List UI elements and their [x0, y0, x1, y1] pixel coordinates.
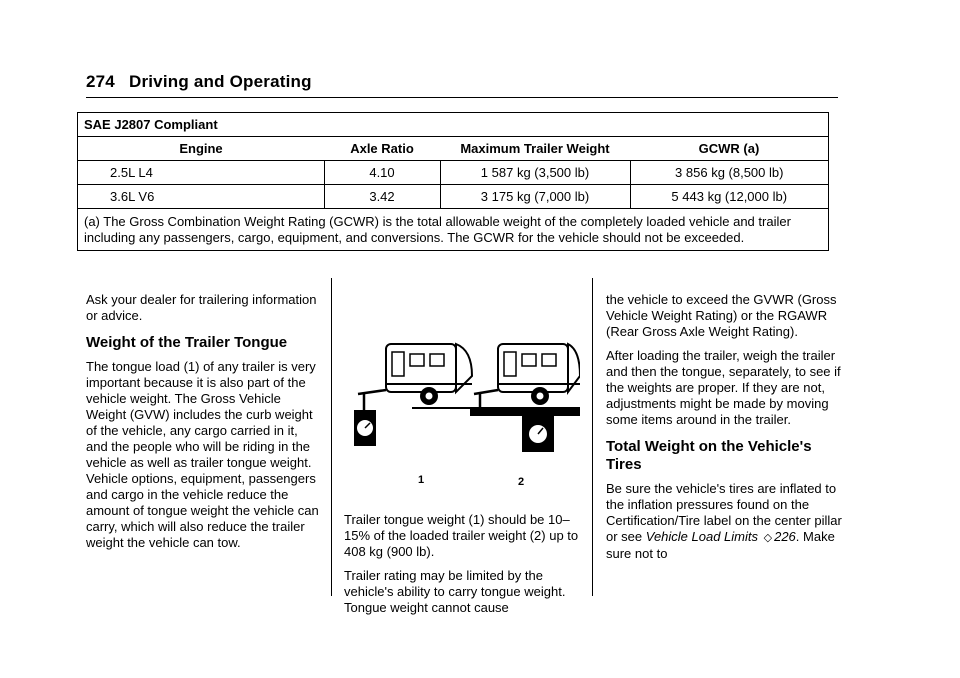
section-heading: Weight of the Trailer Tongue — [86, 334, 288, 351]
paragraph-text: Be sure the vehicle's tires are inflated to the inflation pressures found on the Certification/Tire label on the center pillar or see — [606, 481, 842, 544]
trailer-illustration-2 — [470, 344, 580, 452]
paragraph: The tongue load (1) of any trailer is very important because it is also part of the vehicle weight. The Gross Vehicle Weight (GVW) includes the curb weight of the vehicle, any cargo carried in it, and the people who will be riding in the vehicle as well as trailer tongue weight. Vehicle options, equipment, passengers and cargo in the vehicle reduce the amount of tongue weight the vehicle can carry, which will also reduce the trailer weight the vehicle can tow. — [86, 359, 319, 550]
column-header-engine: Engine — [78, 137, 325, 161]
trailer-tongue-weight-figure — [344, 314, 580, 504]
paragraph — [606, 481, 842, 562]
text-column-1 — [86, 292, 322, 559]
column-divider — [331, 278, 332, 596]
table-header-row — [78, 137, 829, 161]
column-divider — [592, 278, 593, 596]
paragraph: Trailer tongue weight (1) should be 10–15% of the loaded trailer weight (2) up to 408 kg (900 lb). — [344, 512, 579, 559]
column-header-axle-ratio: Axle Ratio — [324, 137, 440, 161]
paragraph: the vehicle to exceed the GVWR (Gross Vehicle Weight Rating) or the RGAWR (Rear Gross Axle Weight Rating). — [606, 292, 837, 339]
header-rule — [86, 97, 838, 98]
section-title: Driving and Operating — [128, 72, 312, 91]
column-header-gcwr: GCWR (a) — [630, 137, 829, 161]
column-header-max-trailer-weight: Maximum Trailer Weight — [440, 137, 630, 161]
text-column-2 — [344, 292, 580, 624]
trailer-illustration-1 — [354, 344, 472, 446]
table-cell-max-trailer-weight: 1 587 kg (3,500 lb) — [440, 161, 630, 185]
page-header — [86, 72, 312, 92]
page-reference-arrow-icon: ◇ — [763, 532, 773, 544]
table-cell-engine: 2.5L L4 — [78, 161, 325, 185]
trailer-scale-illustration — [344, 314, 580, 504]
section-heading: Total Weight on the Vehicle's Tires — [606, 438, 812, 473]
vehicle-load-limits-link[interactable]: Vehicle Load Limits — [645, 529, 758, 544]
page-number: 274 — [86, 72, 115, 91]
table-cell-axle-ratio: 3.42 — [324, 185, 440, 209]
table-cell-axle-ratio: 4.10 — [324, 161, 440, 185]
paragraph: Trailer rating may be limited by the vehicle's ability to carry tongue weight. Tongue weight cannot cause — [344, 568, 566, 615]
page-reference-number[interactable]: 226 — [774, 529, 796, 544]
table-cell-engine: 3.6L V6 — [78, 185, 325, 209]
figure-label-1: 1 — [418, 474, 425, 486]
table-footnote: (a) The Gross Combination Weight Rating (GCWR) is the total allowable weight of the completely loaded vehicle and trailer including any passengers, cargo, equipment, and conversions. The GCWR for the vehicle should not be exceeded. — [78, 209, 829, 251]
paragraph-text: . Make sure not to — [606, 529, 835, 561]
table-row — [78, 185, 829, 209]
paragraph: After loading the trailer, weigh the trailer and then the tongue, separately, to see if the weights are proper. If they are not, adjustments might be made by moving some items around in the trailer. — [606, 348, 841, 427]
text-column-3 — [606, 292, 842, 570]
figure-label-2: 2 — [518, 476, 525, 488]
trailer-spec-table — [77, 112, 829, 251]
table-title: SAE J2807 Compliant — [78, 113, 829, 137]
table-cell-max-trailer-weight: 3 175 kg (7,000 lb) — [440, 185, 630, 209]
table-cell-gcwr: 5 443 kg (12,000 lb) — [630, 185, 829, 209]
paragraph: Ask your dealer for trailering information or advice. — [86, 292, 317, 323]
table-row — [78, 161, 829, 185]
table-cell-gcwr: 3 856 kg (8,500 lb) — [630, 161, 829, 185]
